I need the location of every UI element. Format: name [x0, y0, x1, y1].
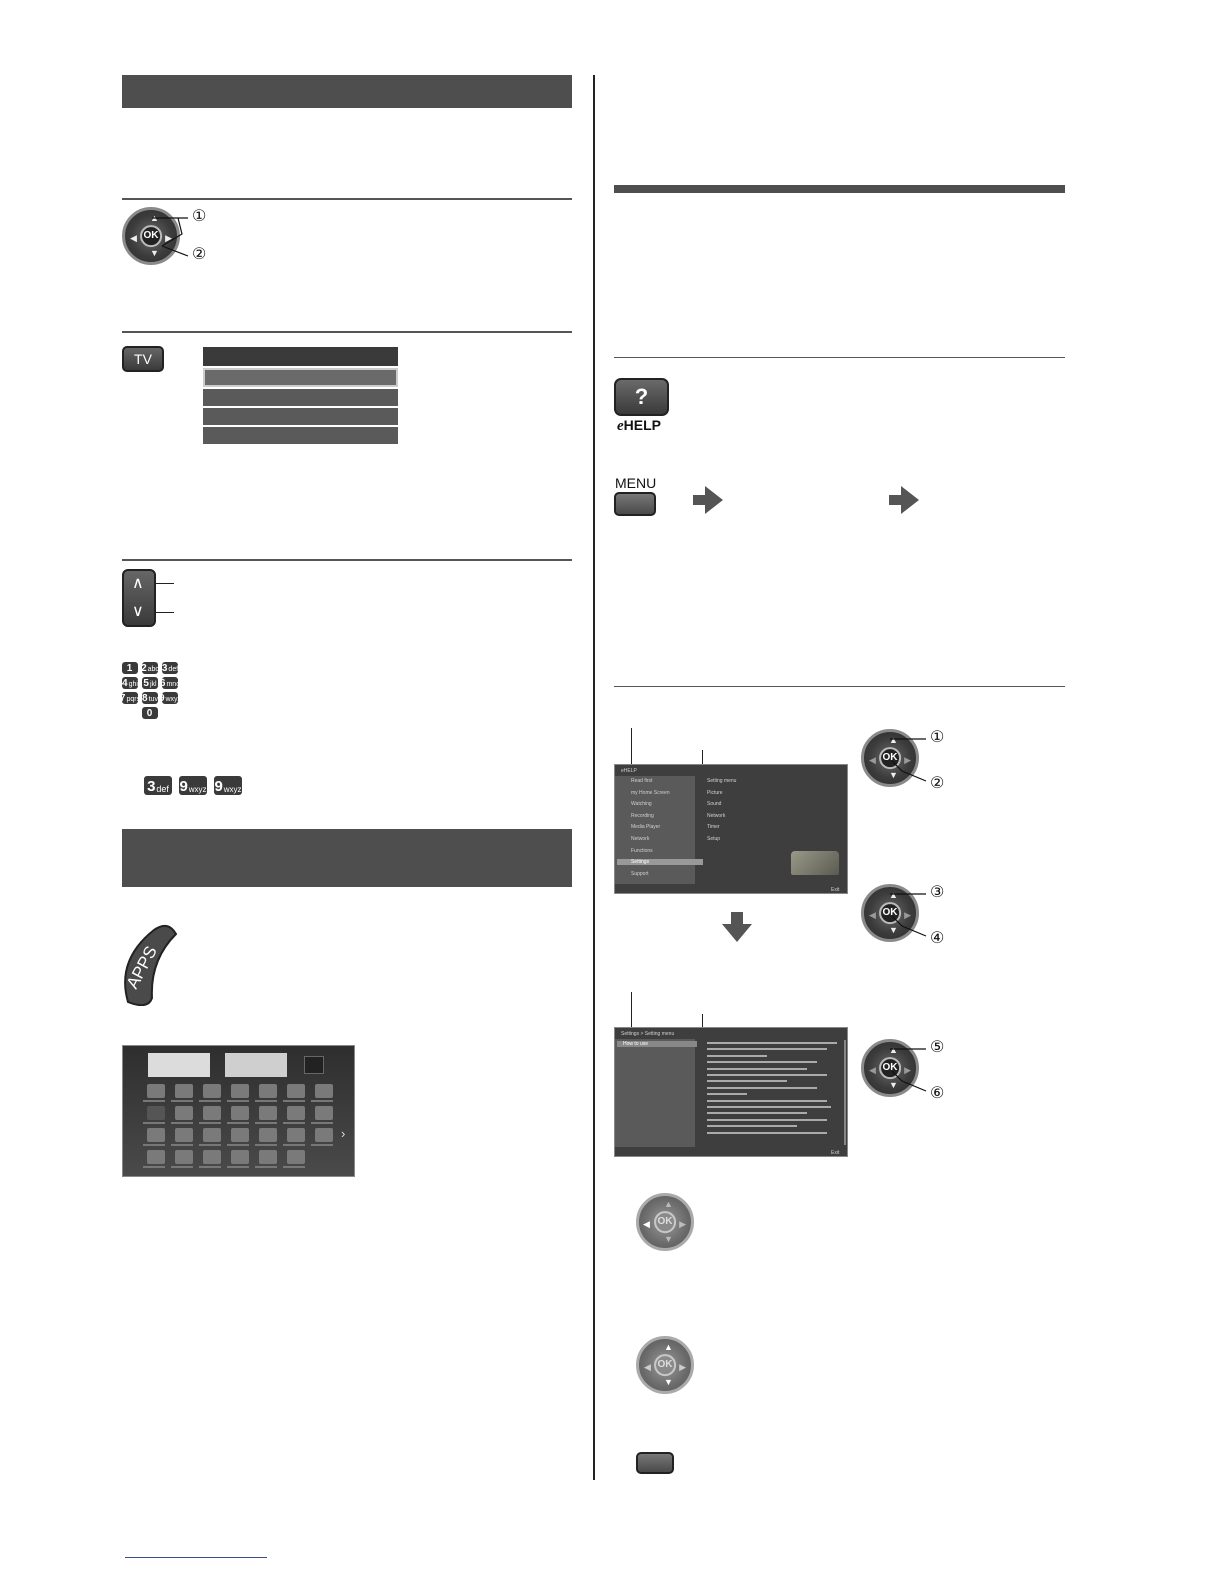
app-tile-label [283, 1122, 305, 1124]
key-4[interactable]: 4 ghi [122, 678, 138, 689]
app-tile-label [311, 1100, 333, 1102]
down-arrow-icon: ▼ [664, 1234, 673, 1244]
text-line [707, 1093, 747, 1095]
app-tile[interactable] [231, 1084, 249, 1098]
menu-item-selected[interactable] [203, 368, 398, 387]
text-line [707, 1087, 817, 1089]
ehelp-label [617, 417, 661, 435]
edit-tile [304, 1056, 324, 1074]
app-tile[interactable] [315, 1106, 333, 1120]
text-line [707, 1048, 827, 1050]
screen-menu-item[interactable]: my Home Screen [631, 789, 670, 796]
screen-submenu-item[interactable]: Setup [707, 836, 721, 842]
app-tile-label [283, 1144, 305, 1146]
key-0[interactable]: 0 [142, 707, 158, 719]
app-tile-label [311, 1122, 333, 1124]
channel-up-down-button[interactable] [122, 569, 156, 627]
screen-header: eHELP [621, 768, 637, 774]
cursor-buttons[interactable] [636, 1336, 694, 1394]
down-arrow-icon: ▼ [889, 1080, 898, 1090]
app-tile-label [199, 1144, 221, 1146]
app-tile-label [171, 1100, 193, 1102]
ehelp-label-help: HELP [623, 417, 662, 433]
app-tile[interactable] [315, 1084, 333, 1098]
screen-submenu-item[interactable]: Network [707, 812, 726, 819]
divider [614, 357, 1065, 358]
app-tile[interactable] [175, 1106, 193, 1120]
ok-button-label: OK [879, 747, 901, 769]
text-line [707, 1106, 831, 1108]
step-marker-6: ⑥ [930, 1085, 945, 1102]
menu-header [203, 347, 398, 366]
app-tile-label [227, 1122, 249, 1124]
app-tile[interactable] [287, 1106, 305, 1120]
text-line [707, 1125, 797, 1127]
question-mark-icon: ? [634, 384, 649, 409]
channel-up-icon: ∧ [132, 575, 144, 592]
callout-lines [888, 888, 930, 940]
app-tile-label [171, 1144, 193, 1146]
step-marker-2: ② [930, 775, 945, 792]
callout-lines [888, 1043, 930, 1095]
menu-item[interactable] [203, 408, 398, 425]
app-tile[interactable] [147, 1084, 165, 1098]
app-tile[interactable] [175, 1084, 193, 1098]
left-arrow-icon: ◀ [643, 1219, 650, 1229]
app-tile-label [255, 1122, 277, 1124]
left-arrow-icon: ◀ [869, 755, 876, 765]
text-line [707, 1100, 827, 1102]
app-tile[interactable] [287, 1150, 305, 1164]
screen-menu-item[interactable]: Media Player [631, 824, 661, 831]
right-arrow-icon: ▶ [679, 1362, 686, 1372]
app-tile[interactable] [259, 1106, 277, 1120]
key-7[interactable]: 7 pqrs [119, 693, 141, 704]
screen-submenu-item[interactable]: Sound [707, 801, 722, 808]
divider [614, 686, 1065, 687]
screen-menu-item[interactable]: Network [631, 836, 650, 842]
key-5[interactable]: 5 jkl [143, 678, 157, 689]
ehelp-label-e: e [617, 418, 624, 434]
apps-button-label: APPS [122, 942, 161, 992]
apps-button[interactable] [106, 920, 186, 1006]
app-tile[interactable] [287, 1128, 305, 1142]
numeric-keypad [119, 662, 182, 720]
app-tile-label [143, 1144, 165, 1146]
text-line [707, 1080, 787, 1082]
menu-item[interactable] [203, 389, 398, 406]
screen-menu-item[interactable]: Settings [617, 859, 703, 865]
section-header-band [122, 75, 572, 108]
ok-button-label: OK [879, 1057, 901, 1079]
app-tile-label [143, 1122, 165, 1124]
text-line [707, 1068, 807, 1070]
app-tile-label [199, 1166, 221, 1168]
app-tile-label [171, 1166, 193, 1168]
step-marker-4: ④ [930, 930, 945, 947]
app-tile[interactable] [203, 1128, 221, 1142]
app-tile[interactable] [259, 1084, 277, 1098]
app-tile[interactable] [175, 1128, 193, 1142]
key-9: 9 wxyz [214, 778, 242, 795]
section-header-rule [614, 185, 1065, 193]
down-arrow-icon: ▼ [889, 925, 898, 935]
example-key-sequence [144, 776, 244, 796]
screen-footer: Exit [831, 1150, 840, 1156]
step-marker-5: ⑤ [930, 1039, 945, 1056]
up-arrow-icon: ▲ [664, 1342, 673, 1352]
app-tile[interactable] [231, 1106, 249, 1120]
text-line [707, 1061, 817, 1063]
screen-menu-item[interactable]: Watching [631, 801, 652, 808]
app-tile[interactable] [259, 1128, 277, 1142]
step-marker-3: ③ [930, 884, 945, 901]
key-2[interactable]: 2 abc [141, 663, 159, 674]
screen-menu-item[interactable]: Support [631, 870, 649, 877]
callout-line [156, 583, 174, 584]
channel-down-icon: ∨ [132, 603, 144, 620]
step-marker-2: ② [192, 246, 207, 263]
down-arrow-icon: ▼ [664, 1377, 673, 1387]
callout-line [631, 992, 632, 1032]
app-tile[interactable] [147, 1106, 165, 1120]
menu-button[interactable] [614, 492, 656, 516]
screen-header: Settings > Setting menu [621, 1031, 675, 1037]
divider [122, 331, 572, 333]
app-tile-label [143, 1100, 165, 1102]
app-tile-label [199, 1100, 221, 1102]
key-3[interactable]: 3 def [161, 663, 179, 674]
app-tile[interactable] [203, 1084, 221, 1098]
callout-lines [888, 733, 930, 785]
app-tile[interactable] [147, 1128, 165, 1142]
section-header-band [122, 829, 572, 887]
screen-left-pane [615, 1039, 695, 1147]
text-line [707, 1119, 827, 1121]
app-tile[interactable] [259, 1150, 277, 1164]
step-marker-1: ① [192, 208, 207, 225]
banner-tile [225, 1053, 287, 1077]
right-arrow-icon: ▶ [165, 233, 172, 243]
key-9[interactable]: 9 wxyz [158, 693, 182, 704]
ehelp-button[interactable] [614, 378, 669, 416]
left-arrow-icon: ◀ [130, 233, 137, 243]
app-tile[interactable] [203, 1106, 221, 1120]
ehelp-screen-content [614, 1027, 848, 1157]
key-9: 9 wxyz [179, 778, 207, 795]
up-arrow-icon: ▲ [889, 735, 898, 745]
text-line [707, 1074, 827, 1076]
right-arrow-icon: ▶ [904, 910, 911, 920]
cursor-left-button[interactable] [636, 1193, 694, 1251]
screen-menu-item[interactable]: Read first [631, 778, 653, 784]
app-tile-label [227, 1100, 249, 1102]
app-tile-label [255, 1166, 277, 1168]
tv-selection-menu [203, 347, 398, 451]
right-arrow-icon: ▶ [679, 1219, 686, 1229]
screen-submenu-item[interactable]: Setting menu [707, 778, 737, 784]
up-arrow-icon: ▲ [150, 213, 159, 223]
ok-button-label: OK [140, 225, 162, 247]
up-arrow-icon: ▲ [889, 890, 898, 900]
text-line [707, 1112, 807, 1114]
column-divider [593, 75, 595, 1480]
app-tile[interactable] [231, 1128, 249, 1142]
app-tile[interactable] [231, 1150, 249, 1164]
down-arrow-icon: ▼ [889, 770, 898, 780]
apps-screen-thumbnail [122, 1045, 355, 1177]
banner-tile [148, 1053, 210, 1077]
return-button[interactable] [636, 1452, 674, 1474]
key-1[interactable]: 1 [122, 662, 138, 674]
tv-button-label: TV [134, 351, 152, 367]
ehelp-screen-menu [614, 764, 848, 894]
footer-link-underline[interactable] [125, 1557, 267, 1558]
screen-submenu-item[interactable]: Timer [707, 824, 720, 831]
menu-button-label: MENU [615, 475, 657, 491]
scrollbar[interactable] [844, 1040, 846, 1145]
app-tile-label [283, 1166, 305, 1168]
screen-left-item[interactable]: How to use [617, 1041, 697, 1047]
left-arrow-icon: ◀ [869, 910, 876, 920]
app-tile-label [199, 1122, 221, 1124]
screen-submenu-item[interactable]: Picture [707, 789, 723, 796]
left-arrow-icon: ◀ [869, 1065, 876, 1075]
app-tile-label [255, 1100, 277, 1102]
text-line [707, 1055, 767, 1057]
screen-footer: Exit [831, 887, 840, 893]
text-line [707, 1042, 837, 1044]
ok-button-label: OK [879, 902, 901, 924]
divider [122, 198, 572, 200]
menu-item[interactable] [203, 427, 398, 444]
ok-button-label: OK [654, 1354, 676, 1376]
callout-lines [150, 210, 195, 260]
key-6[interactable]: 6 mno [159, 678, 181, 689]
key-8[interactable]: 8 tuv [142, 693, 158, 704]
tv-button[interactable] [122, 346, 164, 372]
text-line [707, 1132, 827, 1134]
app-tile[interactable] [147, 1150, 165, 1164]
divider [122, 559, 572, 561]
app-tile-label [171, 1122, 193, 1124]
app-tile-label [311, 1144, 333, 1146]
app-tile-label [143, 1166, 165, 1168]
screen-menu-item[interactable]: Functions [631, 847, 653, 854]
callout-line [156, 612, 174, 613]
screen-menu-item[interactable]: Recording [631, 812, 654, 819]
app-tile[interactable] [203, 1150, 221, 1164]
app-tile[interactable] [175, 1150, 193, 1164]
right-arrow-icon: ▶ [904, 1065, 911, 1075]
chevron-right-icon[interactable]: › [341, 1126, 346, 1141]
app-tile-label [283, 1100, 305, 1102]
book-graphic [791, 851, 839, 875]
up-arrow-icon: ▲ [889, 1045, 898, 1055]
app-tile-label [255, 1144, 277, 1146]
right-arrow-icon: ▶ [904, 755, 911, 765]
app-tile-label [227, 1166, 249, 1168]
down-arrow-icon: ▼ [150, 248, 159, 258]
step-marker-1: ① [930, 729, 945, 746]
ok-button-label: OK [654, 1211, 676, 1233]
left-arrow-icon: ◀ [644, 1362, 651, 1372]
up-arrow-icon: ▲ [664, 1199, 673, 1209]
key-3: 3 def [144, 776, 172, 795]
app-tile[interactable] [287, 1084, 305, 1098]
app-tile[interactable] [315, 1128, 333, 1142]
app-tile-label [227, 1144, 249, 1146]
